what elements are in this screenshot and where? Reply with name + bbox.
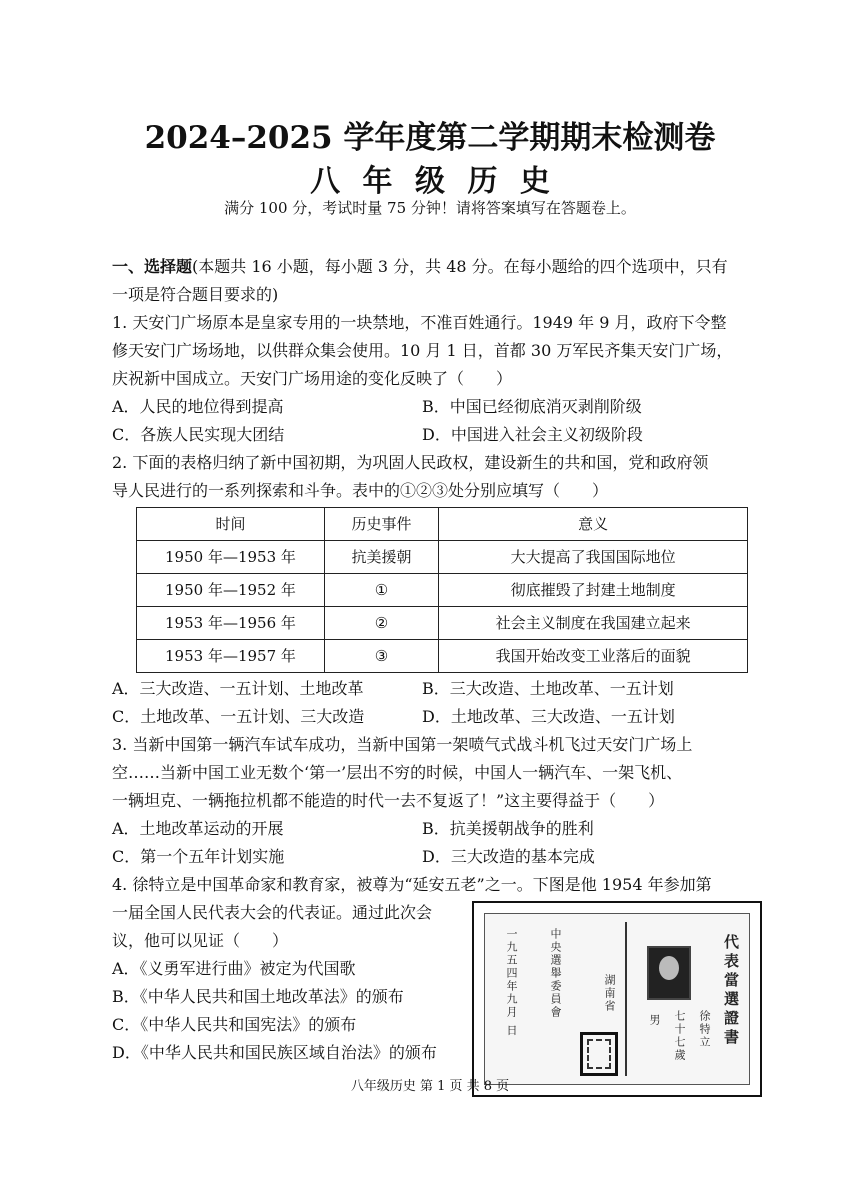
option-c: C．土地改革、一五计划、三大改造 [112, 707, 365, 726]
question-4 [112, 871, 762, 1067]
table-cell: 社会主义制度在我国建立起来 [439, 607, 748, 640]
exam-content [112, 253, 762, 1067]
question-stem: 议，他可以见证（ ） [112, 931, 289, 950]
option-a: A．人民的地位得到提高 [112, 397, 284, 416]
question-stem: 2. 下面的表格归纳了新中国初期，为巩固人民政权，建设新生的共和国，党和政府领 [112, 453, 709, 472]
certificate-name: 徐特立 [698, 1010, 711, 1049]
table-header: 时间 [137, 508, 325, 541]
option-b: B．三大改造、土地改革、一五计划 [422, 679, 674, 698]
table-cell: 1950 年—1953 年 [137, 541, 325, 574]
subject-char: 级 [415, 164, 445, 199]
table-cell: ① [324, 574, 438, 607]
option-c: C．《中华人民共和国宪法》的颁布 [112, 1015, 357, 1034]
page-footer: 八年级历史 第 1 页 共 8 页 [350, 1079, 510, 1094]
question-2 [112, 449, 762, 731]
option-d: D．三大改造的基本完成 [422, 847, 595, 866]
section-heading: 一、选择题 [112, 257, 193, 276]
table-cell: ② [324, 607, 438, 640]
certificate-age: 七十七歲 [673, 1010, 686, 1062]
table-cell: 1950 年—1952 年 [137, 574, 325, 607]
table-row [137, 607, 748, 640]
subject-title [0, 156, 860, 200]
option-a: A．《义勇军进行曲》被定为代国歌 [112, 959, 356, 978]
question-stem: 4. 徐特立是中国革命家和教育家，被尊为“延安五老”之一。下图是他 1954 年参加第 [112, 875, 712, 894]
table-cell: ③ [324, 640, 438, 673]
question-stem: 3. 当新中国第一辆汽车试车成功，当新中国第一架喷气式战斗机飞过天安门广场上 [112, 735, 693, 754]
certificate-image [472, 901, 762, 1097]
question-stem: 一届全国人民代表大会的代表证。通过此次会 [112, 903, 433, 922]
question-stem: 庆祝新中国成立。天安门广场用途的变化反映了（ ） [112, 369, 513, 388]
option-d: D．《中华人民共和国民族区域自治法》的颁布 [112, 1043, 437, 1062]
certificate-province: 湖南省 [603, 974, 616, 1013]
table-cell: 1953 年—1956 年 [137, 607, 325, 640]
question-stem: 导人民进行的一系列探索和斗争。表中的①②③处分别应填写（ ） [112, 481, 609, 500]
option-b: B．《中华人民共和国土地改革法》的颁布 [112, 987, 404, 1006]
table-header: 历史事件 [324, 508, 438, 541]
table-row [137, 541, 748, 574]
option-d: D．中国进入社会主义初级阶段 [422, 425, 643, 444]
table-cell: 大大提高了我国国际地位 [439, 541, 748, 574]
question-3 [112, 731, 762, 871]
option-c: C．第一个五年计划实施 [112, 847, 285, 866]
question-1 [112, 309, 762, 449]
table-row [137, 574, 748, 607]
exam-title: 2024–2025 学年度第二学期期末检测卷 [144, 120, 716, 156]
table-cell: 我国开始改变工业落后的面貌 [439, 640, 748, 673]
table-cell: 彻底摧毁了封建土地制度 [439, 574, 748, 607]
exam-note: 满分 100 分，考试时量 75 分钟！请将答案填写在答题卷上。 [224, 199, 636, 217]
question-stem: 空……当新中国工业无数个‘第一’层出不穷的时候，中国人一辆汽车、一架飞机、 [112, 763, 683, 782]
table-row [137, 640, 748, 673]
option-b: B．中国已经彻底消灭剥削阶级 [422, 397, 642, 416]
table-header-row [137, 508, 748, 541]
subject-char: 八 [310, 164, 341, 199]
option-a: A．土地改革运动的开展 [112, 819, 284, 838]
subject-char: 年 [362, 164, 393, 199]
portrait-photo [647, 946, 691, 1000]
option-d: D．土地改革、三大改造、一五计划 [422, 707, 675, 726]
certificate-date: 一九五四年九月 日 [505, 928, 518, 1038]
certificate-title: 代表當選證書 [722, 934, 740, 1048]
table-cell: 抗美援朝 [324, 541, 438, 574]
option-a: A．三大改造、一五计划、土地改革 [112, 679, 364, 698]
certificate-gender: 男 [648, 1014, 661, 1027]
subject-char: 历 [467, 164, 498, 199]
table-cell: 1953 年—1957 年 [137, 640, 325, 673]
section-instruction: 一、选择题(本题共 16 小题，每小题 3 分，共 48 分。在每小题给的四个选项中，只有 [112, 257, 728, 276]
history-table [136, 507, 748, 673]
question-stem: 1. 天安门广场原本是皇家专用的一块禁地，不准百姓通行。1949 年 9 月，政府下令整 [112, 313, 727, 332]
certificate-issuer: 中央選舉委員會 [549, 928, 562, 1019]
question-stem: 一辆坦克、一辆拖拉机都不能造的时代一去不复返了！”这主要得益于（ ） [112, 791, 665, 810]
official-seal-icon [580, 1032, 618, 1076]
section-instruction-line: 一项是符合题目要求的) [112, 285, 279, 304]
subject-char: 史 [519, 164, 550, 199]
option-c: C．各族人民实现大团结 [112, 425, 285, 444]
table-header: 意义 [439, 508, 748, 541]
option-b: B．抗美援朝战争的胜利 [422, 819, 594, 838]
question-stem: 修天安门广场场地，以供群众集会使用。10 月 1 日，首都 30 万军民齐集天安门广场， [112, 341, 733, 360]
